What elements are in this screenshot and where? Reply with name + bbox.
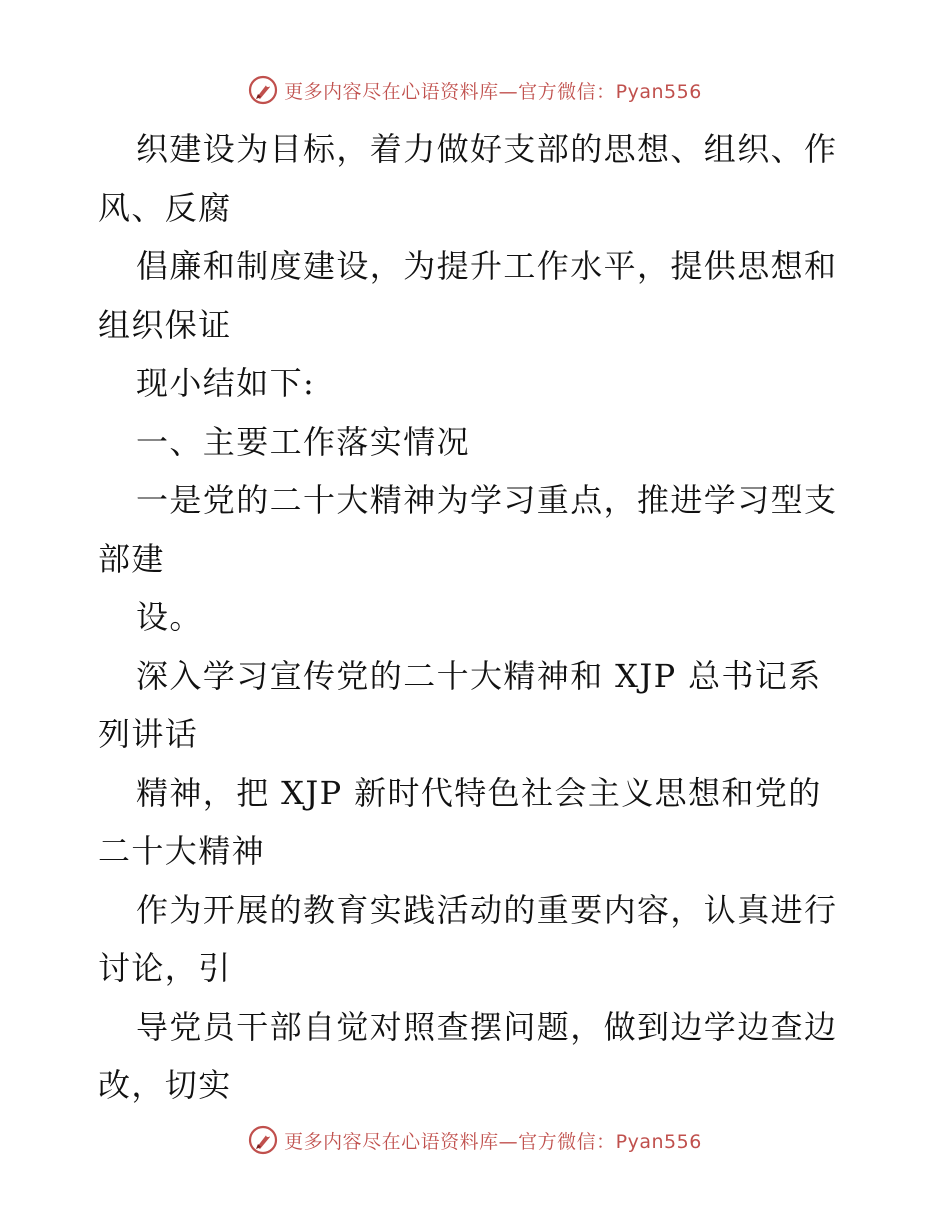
section-heading: 一、主要工作落实情况 [136,422,471,461]
text-line: 风、反腐 [98,188,232,227]
text-line: 现小结如下: [136,364,316,402]
text-line: 设。 [136,598,203,636]
header-watermark [0,70,950,110]
text-line: 二十大精神 [98,832,266,870]
text-line: 深入学习宣传党的二十大精神和 XJP 总书记系 [136,656,822,695]
text-line: 讨论，引 [98,949,232,987]
text-line: 一是党的二十大精神为学习重点，推进学习型支 [136,481,838,519]
footer-watermark [0,1120,950,1160]
text-line: 部建 [98,539,165,578]
text-line: 导党员干部自觉对照查摆问题，做到边学边查边 [136,1007,838,1046]
watermark-text: 更多内容尽在心语资料库—官方微信：Pyan556 [284,1130,702,1153]
text-line: 倡廉和制度建设，为提升工作水平，提供思想和 [136,247,838,285]
text-line: 作为开展的教育实践活动的重要内容，认真进行 [136,890,838,929]
pen-logo-icon [248,75,278,105]
text-line: 组织保证 [98,305,232,344]
text-line: 改，切实 [98,1066,232,1104]
document-body [98,120,858,1115]
text-line: 列讲话 [98,715,199,753]
text-line: 织建设为目标，着力做好支部的思想、组织、作 [136,130,838,168]
pen-logo-icon [248,1125,278,1155]
watermark-text: 更多内容尽在心语资料库—官方微信：Pyan556 [284,80,702,103]
text-line: 精神，把 XJP 新时代特色社会主义思想和党的 [136,773,822,812]
